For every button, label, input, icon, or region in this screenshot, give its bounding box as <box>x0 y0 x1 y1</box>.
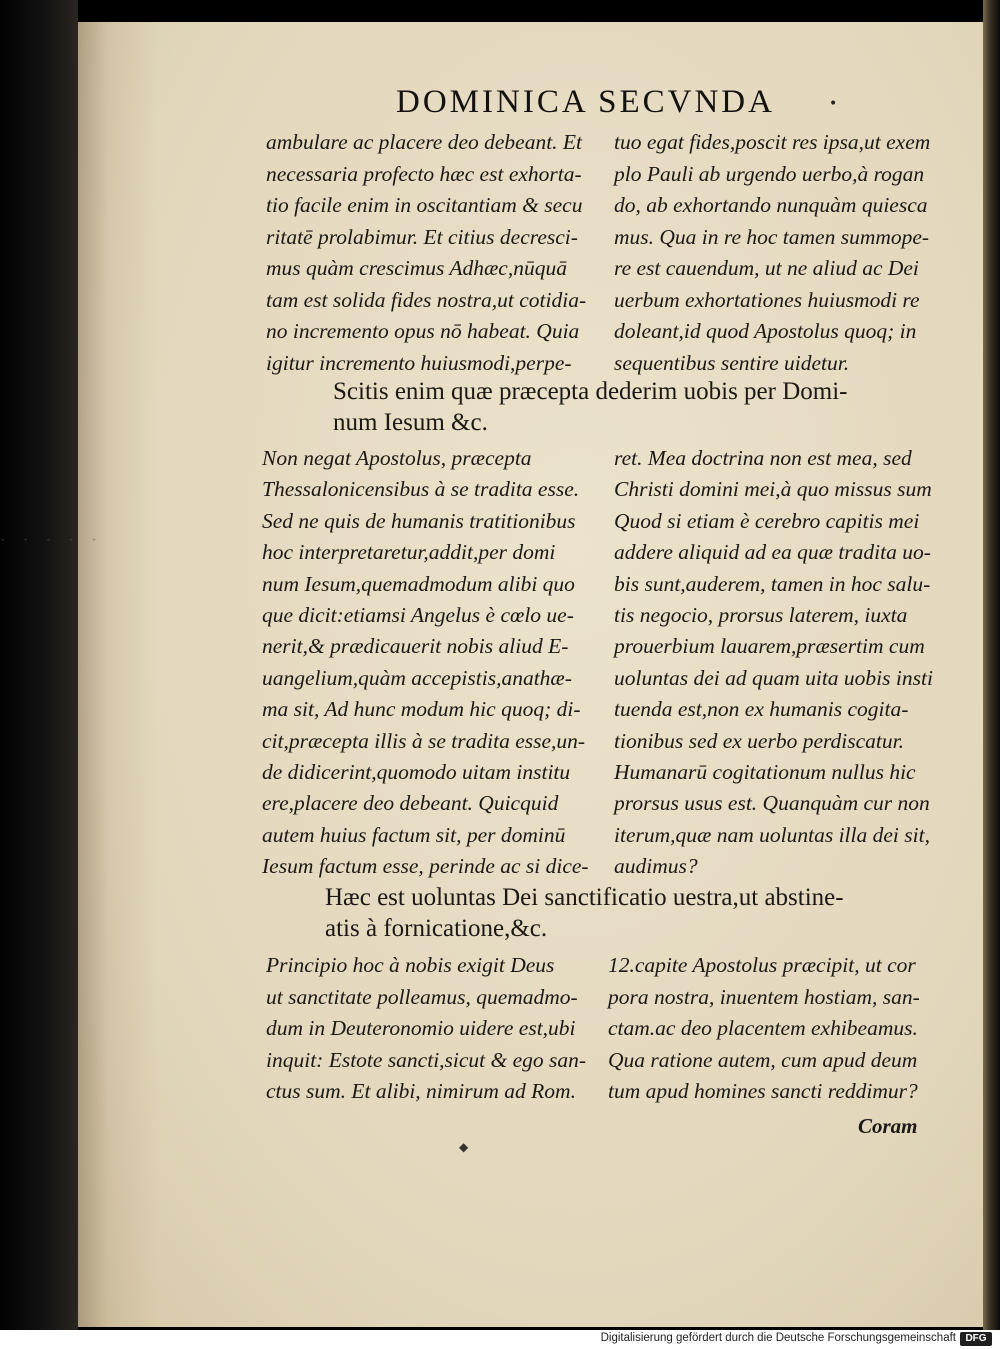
text-line: Scitis enim quæ præcepta dederim uobis per Domi- <box>333 378 848 405</box>
gutter-marks: - - - - - <box>0 535 103 545</box>
text-line: tionibus sed ex uerbo perdiscatur. <box>614 728 905 753</box>
text-line: prouerbium lauarem,præsertim cum <box>614 634 925 659</box>
text-line: mus quàm crescimus Adhæc,nūquā <box>266 256 567 280</box>
text-line: tis negocio, prorsus laterem, iuxta <box>614 603 908 627</box>
text-line: num Iesum &c. <box>333 409 488 436</box>
text-line: ritatē prolabimur. Et citius decresci- <box>266 224 578 249</box>
text-line: Hæc est uoluntas Dei sanctificatio uestra,ut abstine- <box>325 884 844 911</box>
text-line: prorsus usus est. Quanquàm cur non <box>614 791 930 816</box>
text-line: atis à fornicatione,&c. <box>325 915 548 942</box>
text-line: Sed ne quis de humanis tratitionibus <box>262 508 576 533</box>
page-mark: ◆ <box>459 1140 469 1154</box>
header-ornament: • <box>829 96 838 112</box>
text-line: necessaria profecto hæc est exhorta- <box>266 161 582 186</box>
text-line: Thessalonicensibus à se tradita esse. <box>262 477 580 502</box>
text-line: cit,præcepta illis à se tradita esse,un- <box>262 728 586 753</box>
text-line: audimus? <box>614 854 698 879</box>
text-line: bis sunt,auderem, tamen in hoc salu- <box>614 571 931 596</box>
text-line: mus. Qua in re hoc tamen summope- <box>614 224 930 249</box>
text-line: que dicit:etiamsi Angelus è cœlo ue- <box>262 603 574 627</box>
text-line: inquit: Estote sancti,sicut & ego san- <box>266 1047 587 1072</box>
text-line: Humanarū cogitationum nullus hic <box>614 760 916 784</box>
text-line: do, ab exhortando nunquàm quiesca <box>614 193 928 217</box>
text-line: autem huius factum sit, per dominū <box>262 822 566 847</box>
text-line: pora nostra, inuentem hostiam, san- <box>608 984 920 1009</box>
catchword: Coram <box>858 1114 918 1138</box>
funding-credit: Digitalisierung gefördert durch die Deutsche Forschungsgemeinschaft <box>600 1332 956 1344</box>
text-line: ambulare ac placere deo debeant. Et <box>266 130 583 154</box>
text-line: uangelium,quàm accepistis,anathæ- <box>262 665 572 690</box>
text-line: Qua ratione autem, cum apud deum <box>608 1047 918 1072</box>
text-line: iterum,quæ nam uoluntas illa dei sit, <box>614 822 930 847</box>
text-line: ut sanctitate polleamus, quemadmo- <box>266 984 578 1009</box>
text-line: Christi domini mei,à quo missus sum <box>614 477 932 502</box>
text-line: 12.capite Apostolus præcipit, ut cor <box>608 953 916 977</box>
footer-bar <box>0 1330 1000 1349</box>
text-line: uoluntas dei ad quam uita uobis insti <box>614 665 933 690</box>
text-line: ctam.ac deo placentem exhibeamus. <box>608 1016 918 1040</box>
text-line: ctus sum. Et alibi, nimirum ad Rom. <box>266 1079 576 1103</box>
text-line: addere aliquid ad ea quæ tradita uo- <box>614 540 931 565</box>
text-line: hoc interpretaretur,addit,per domi <box>262 540 556 565</box>
text-line: de didicerint,quomodo uitam institu <box>262 760 571 784</box>
text-line: Iesum factum esse, perinde ac si dice- <box>262 854 589 879</box>
text-line: plo Pauli ab urgendo uerbo,à rogan <box>614 161 925 186</box>
running-header: DOMINICA SECVNDA <box>396 84 775 120</box>
page-edge <box>983 0 1000 1330</box>
text-line: ere,placere deo debeant. Quicquid <box>262 791 559 816</box>
text-line: tuo egat fides,poscit res ipsa,ut exem <box>614 130 931 154</box>
text-line: Non negat Apostolus, præcepta <box>262 446 532 470</box>
text-line: sequentibus sentire uidetur. <box>614 350 850 375</box>
text-line: re est cauendum, ut ne aliud ac Dei <box>614 256 919 280</box>
text-line: dum in Deuteronomio uidere est,ubi <box>266 1016 576 1040</box>
text-line: nerit,& prædicauerit nobis aliud E- <box>262 634 569 659</box>
text-line: tum apud homines sancti reddimur? <box>608 1079 918 1103</box>
text-line: tio facile enim in oscitantiam & secu <box>266 193 583 217</box>
text-line: tam est solida fides nostra,ut cotidia- <box>266 287 587 312</box>
text-line: tuenda est,non ex humanis cogita- <box>614 697 909 722</box>
text-line: num Iesum,quemadmodum alibi quo <box>262 571 575 596</box>
text-line: uerbum exhortationes huiusmodi re <box>614 287 920 312</box>
dfg-logo: DFG <box>960 1332 992 1346</box>
text-line: Principio hoc à nobis exigit Deus <box>266 953 555 977</box>
book-gutter-shadow <box>0 0 78 1330</box>
text-line: igitur incremento huiusmodi,perpe- <box>266 350 572 375</box>
text-line: doleant,id quod Apostolus quoq; in <box>614 319 917 343</box>
text-line: no incremento opus nō habeat. Quia <box>266 319 580 343</box>
text-line: Quod si etiam è cerebro capitis mei <box>614 508 920 533</box>
text-line: ma sit, Ad hunc modum hic quoq; di- <box>262 697 581 722</box>
text-line: ret. Mea doctrina non est mea, sed <box>614 446 912 470</box>
